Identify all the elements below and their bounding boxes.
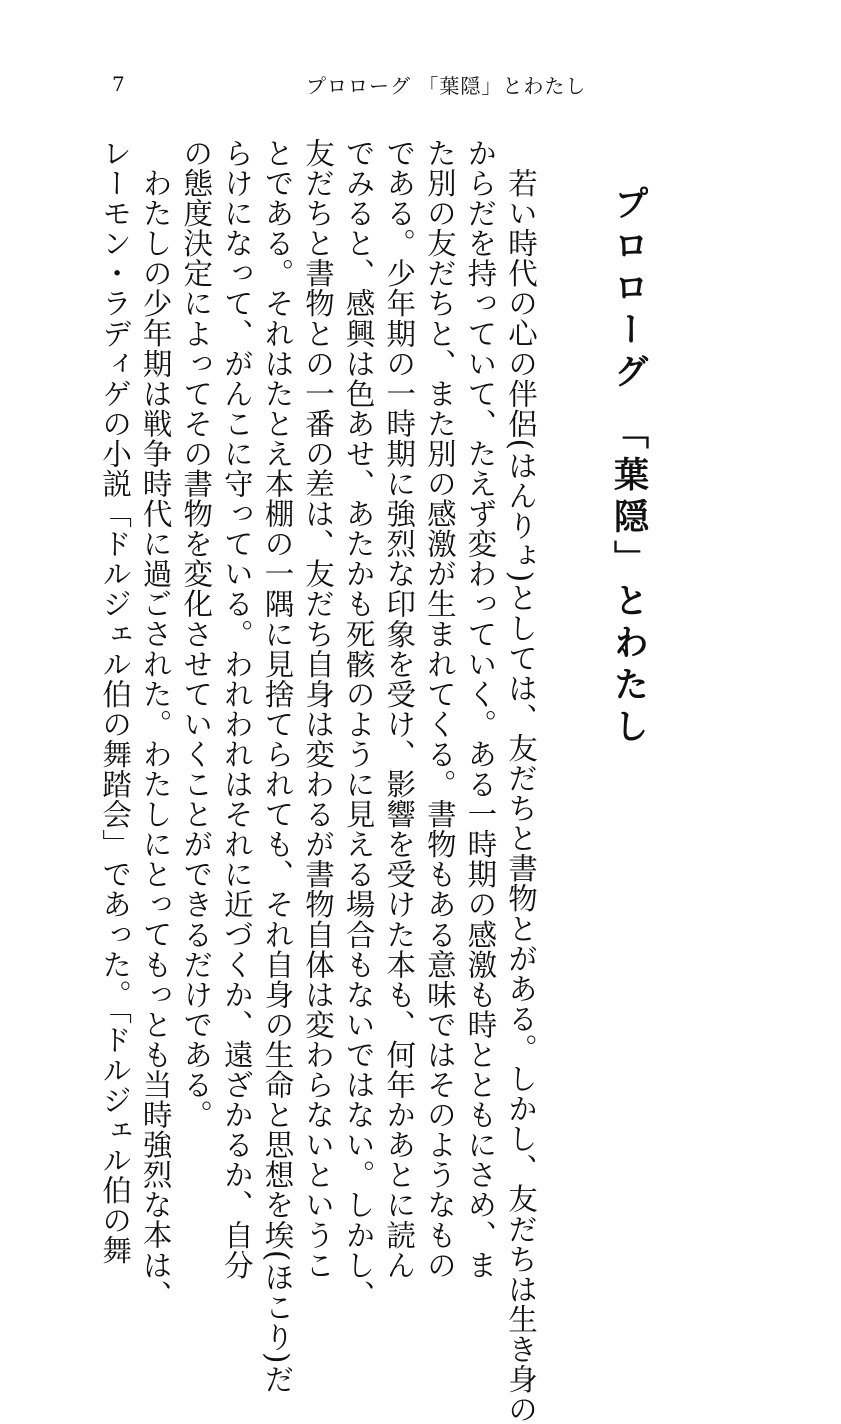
page-number: 7 — [112, 72, 125, 96]
text-line: 若い時代の心の伴侶(はんりょ)としては、友だちと書物とがある。しかし、友だちは生き身の — [504, 167, 538, 1424]
text-line: た別の友だちと、また別の感激が生まれてくる。書物もある意味ではそのようなもの — [422, 138, 457, 1280]
paragraph-2 — [94, 138, 175, 1310]
text-line: 友だちと書物との一番の差は、友だち自身は変わるが書物自体は変わらないというこ — [301, 138, 336, 1280]
text-line: でみると、感興は色あせ、あたかも死骸のように見える場合もないではない。しかし、 — [341, 138, 376, 1310]
text-line: わたしの少年期は戦争時代に過ごされた。わたしにとってもっとも当時強烈な本は、 — [138, 167, 173, 1310]
text-line: である。少年期の一時期に強烈な印象を受け、影響を受けた本も、何年かあとに読ん — [382, 138, 417, 1280]
body-text — [94, 138, 541, 1424]
text-line: らけになって、がんこに守っている。われわれはそれに近づくか、遠ざかるか、自分 — [219, 138, 254, 1280]
chapter-title: プロローグ 「葉隠」とわたし — [608, 185, 650, 751]
paragraph-1 — [176, 138, 541, 1424]
text-line: の態度決定によってその書物を変化させていくことができるだけである。 — [179, 138, 214, 1130]
running-header: プロローグ 「葉隠」とわたし — [306, 74, 587, 98]
text-line: とである。それはたとえ本棚の一隅に見捨てられても、それ自身の生命と思想を埃(ほこり)だ — [260, 138, 295, 1395]
text-line: からだを持っていて、たえず変わっていく。ある一時期の感激も時とともにさめ、ま — [463, 138, 498, 1280]
text-line: レーモン・ラディゲの小説「ドルジェル伯の舞踏会」であった。「ドルジェル伯の舞 — [98, 138, 133, 1266]
